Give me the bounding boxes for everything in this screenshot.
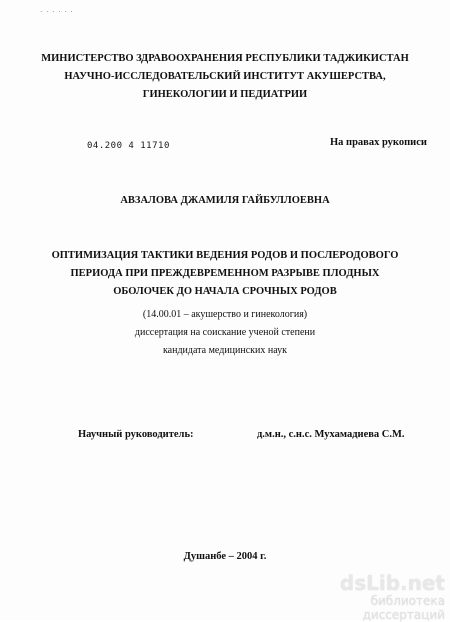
author-name: АВЗАЛОВА ДЖАМИЛЯ ГАЙБУЛЛОЕВНА — [120, 195, 330, 206]
dissertation-details — [0, 306, 450, 360]
ministry-line-2: НАУЧНО-ИССЛЕДОВАТЕЛЬСКИЙ ИНСТИТУТ АКУШЕРСТВА, — [64, 71, 386, 82]
watermark-brand: dsLib.net — [339, 571, 445, 595]
title-line-2: ПЕРИОДА ПРИ ПРЕЖДЕВРЕМЕННОМ РАЗРЫВЕ ПЛОДНЫХ — [70, 268, 380, 279]
ministry-line-1: МИНИСТЕРСТВО ЗДРАВООХРАНЕНИЯ РЕСПУБЛИКИ ТАДЖИКИСТАН — [41, 53, 409, 64]
city-year: Душанбе – 2004 г. — [183, 551, 267, 562]
ministry-header — [0, 50, 450, 104]
ministry-line-3: ГИНЕКОЛОГИИ И ПЕДИАТРИИ — [142, 89, 308, 100]
dissertation-purpose: диссертация на соискание ученой степени — [134, 327, 316, 338]
supervisor-name: д.м.н., с.н.с. Мухамадиева С.М. — [257, 429, 405, 440]
scan-speckles: · · · · · · — [40, 8, 74, 16]
registry-code: 04.200 4 11710 — [87, 141, 170, 151]
title-line-1: ОПТИМИЗАЦИЯ ТАКТИКИ ВЕДЕНИЯ РОДОВ И ПОСЛЕРОДОВОГО — [51, 250, 399, 261]
dissertation-title — [0, 247, 450, 301]
title-line-3: ОБОЛОЧЕК ДО НАЧАЛА СРОЧНЫХ РОДОВ — [113, 286, 337, 297]
supervisor-label: Научный руководитель: — [78, 429, 194, 440]
rights-label: На правах рукописи — [330, 137, 427, 148]
degree-name: кандидата медицинских наук — [162, 345, 288, 356]
watermark-subtitle: библиотека диссертаций — [362, 594, 445, 622]
specialty-code: (14.00.01 – акушерство и гинекология) — [142, 309, 308, 320]
watermark — [290, 572, 445, 622]
